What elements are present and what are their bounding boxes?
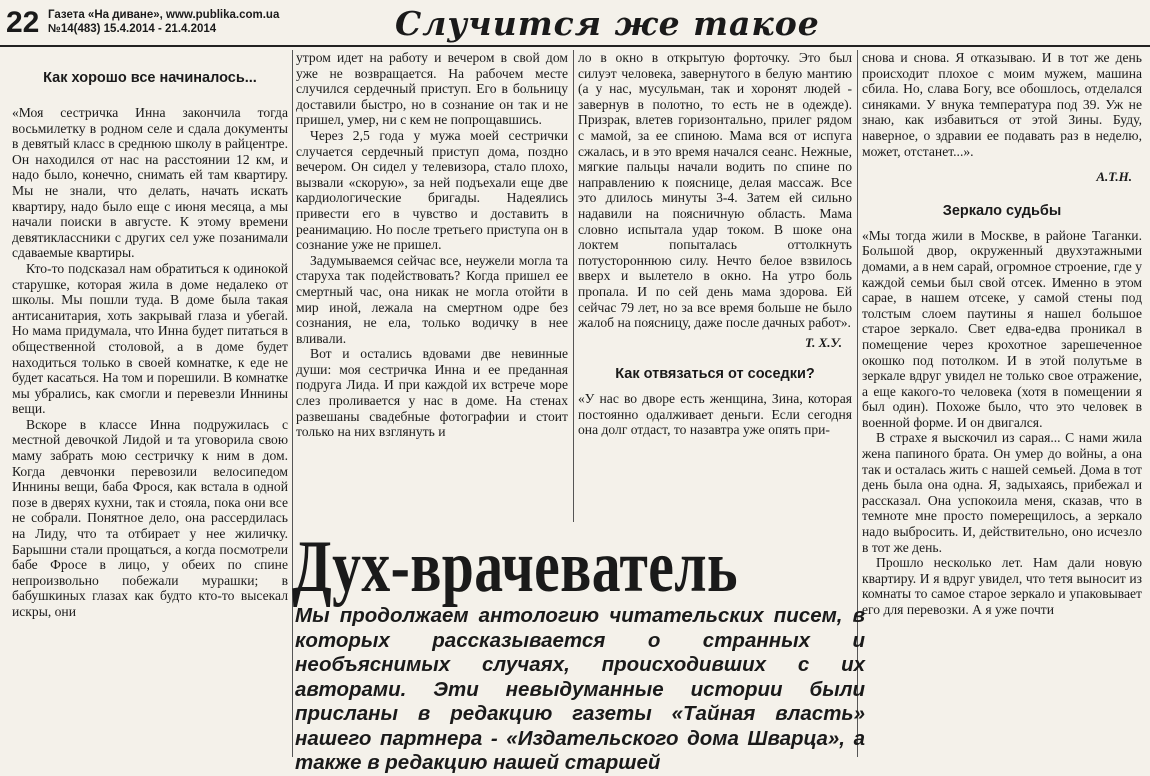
paragraph: «Мы тогда жили в Москве, в районе Таганки. Большой двор, окруженный двухэтажными домами, а в нем сарай, огромное строение, где у каждой семьи был свой отсек. Именно в этом сарае, в нашем отсеке, у самой стены под толстым слоем паутины я нашел большое старое зеркало. Свет едва-едва проникал в помещение через крохотное зарешеченное окошко под потолком. И в этой полутьме в зеркале вдруг увидел не только свое отражение, а еще какого-то человека (хотя в помещении я был один). Похоже было, что это человек в военной форме. И он двигался. — [862, 227, 1142, 430]
publication-name: Газета «На диване», www.publika.com.ua — [48, 9, 280, 21]
issue-info: №14(483) 15.4.2014 - 21.4.2014 — [48, 23, 217, 35]
column-3 — [578, 50, 852, 522]
page-header — [0, 0, 1150, 50]
story-heading: Как хорошо все начиналось... — [43, 70, 257, 86]
article-title: Дух-врачеватель — [292, 526, 738, 608]
paragraph: Задумываемся сейчас все, неужели могла та старуха так подействовать? Когда пришел ее смертный час, она никак не могла отойти в мир иной, лежала на смертном одре без сознания, не ела, только водичку в нее вливали. — [296, 252, 568, 346]
paragraph: ло в окно в открытую форточку. Это был силуэт человека, завернутого в белую мантию (а у нас, мусульман, так и хоронят людей - завернув в полотно, то есть не в одежде). Призрак, влетев горизонтально, прилег рядом с мамой, за ее спиною. Мама вся от испуга сжалась, и в это время начался сеанс. Нежные, мягкие пальцы начали водить по спине по направлению к пояснице, делая массаж. Все это длилось минуты 3-4. Затем ей сильно надавили на поясничную область. Мама словно испытала удар током. В шоке она локтем попыталась оттолкнуть потустороннюю силу. Нечто белое взвилось вверх и вылетело в окно. На утро боль пропала. И по сей день мама здорова. Ей сейчас 79 лет, но за все время больше не было жалоб на поясницу, даже после дачных работ». — [578, 50, 852, 331]
header-rule — [0, 45, 1150, 47]
paragraph: снова и снова. Я отказываю. И в тот же день происходит плохое с моим мужем, машина сбила. Но, слава Богу, все обошлось, отделался синяками. У внука температура под 39. Уж не знаю, как избавиться от этой Зины. Буду, наверное, о здравии ее подавать раз в неделю, может, отстанет...». — [862, 50, 1142, 159]
section-rubric: Случится же такое — [395, 4, 820, 43]
column-4 — [862, 50, 1142, 757]
page-number: 22 — [6, 6, 40, 39]
story-heading: Как отвязаться от соседки? — [615, 366, 815, 383]
paragraph: утром идет на работу и вечером в свой дом уже не возвращается. На рабочем месте случился сердечный приступ. Его в больницу доставили быстро, но в сознание он так и не пришел, умер, ни с кем не попрощавшись. — [296, 50, 568, 128]
paragraph: В страхе я выскочил из сарая... С нами жила жена папиного брата. Он умер до войны, а она так и осталась жить с нашей семьей. Дома в тот день была она одна. Я, задыхаясь, прибежал и рассказал. Она успокоила меня, сказав, что в темноте мне просто померещилось, а зеркало надо выбросить. И, действительно, оно исчезло в тот же день. — [862, 430, 1142, 555]
story-heading: Зеркало судьбы — [942, 202, 1062, 219]
paragraph: Кто-то подсказал нам обратиться к одинокой старушке, которая жила в доме недалеко от школы. Мы пошли туда. В доме была такая антисанитария, хоть закрывай глаза и убегай. Но мама придумала, что Инна будет питаться в общественной столовой, а в доме будет находиться только в своей комнатке, к еде не будет касаться. На том и порешили. В комнатке мы убрались, как смогли и перевезли Иннины вещи. — [12, 260, 288, 417]
column-2 — [296, 50, 568, 522]
column-divider — [573, 50, 574, 522]
paragraph: Вскоре в классе Инна подружилась с местной девочкой Лидой и та уговорила свою маму забрать мою сестричку к ним в дом. Когда девчонки перевозили велосипедом Иннины вещи, баба Фрося, как встала в одной позе в дверях кухни, так и стояла, пока они все не собрали. Понятное дело, она рассердилась на Лиду, что та отбирает у нее жиличку. Барышни стали прощаться, а когда посмотрели бабе Фросе в лицо, у обеих по спине непроизвольно побежали мурашки; в бабушкиных глазах как будто кто-то высекал искры, они — [12, 416, 288, 619]
column-1 — [12, 50, 288, 757]
story-signature: А.Т.Н. — [1096, 169, 1132, 185]
paragraph: Через 2,5 года у мужа моей сестрички случается сердечный приступ дома, поздно вечером. Он сидел у телевизора, стало плохо, вызвали «скорую», за ней подъехали еще две кардиологические бригады. Надеялись привести его в чувство и доставить в реанимацию. Но после третьего приступа он в сознание уже не пришел. — [296, 127, 568, 253]
article-lead: Мы продолжаем антологию читательских писем, в которых рассказывается о странных и необъяснимых случаях, происходивших с их авторами. Эти невыдуманные истории были присланы в редакцию газеты «Тайная власть» нашего партнера - «Издательского дома Шварца», а также в редакцию нашей старшей — [295, 604, 865, 774]
column-divider — [292, 50, 293, 757]
publication-info — [48, 8, 279, 36]
paragraph: «У нас во дворе есть женщина, Зина, которая постоянно одалживает деньги. Если сегодня она долг отдаст, то назавтра уже опять при- — [578, 391, 852, 438]
paragraph: «Моя сестричка Инна закончила тогда восьмилетку в родном селе и сдала документы в девятый класс в среднюю школу в райцентре. Он находился от нас на расстоянии 12 км, и надо было, конечно, снимать ей там квартиру. Мы не знали, что делать, начать искать квартиру, надо было еще с июня месяца, а мы начали поиски в августе. К этому времени девятиклассники с других сел уже позанимали сдаваемые квартиры. — [12, 105, 288, 261]
paragraph: Вот и остались вдовами две невинные души: моя сестричка Инна и ее преданная подруга Лида. И при каждой их встрече море слез проливается у нас в доме. На стенах развешаны свадебные фотографии и стоит только на них взглянуть и — [296, 346, 568, 440]
story-signature: Т. Х.У. — [804, 334, 842, 350]
paragraph: Прошло несколько лет. Нам дали новую квартиру. И я вдруг увидел, что тетя выносит из комнаты то самое старое зеркало и упаковывает его для перевозки. А я уже почти — [862, 555, 1142, 617]
